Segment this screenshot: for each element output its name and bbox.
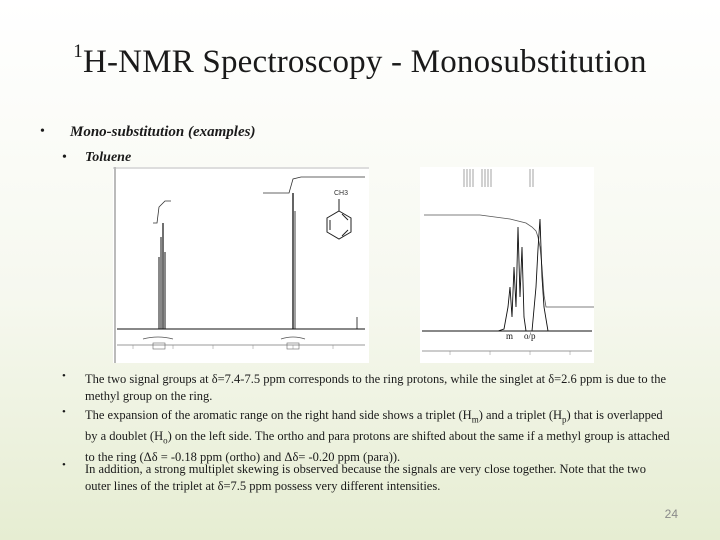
paragraph-signal-groups: The two signal groups at δ=7.4-7.5 ppm corresponds to the ring protons, while the singlet at δ=2.6 ppm is due to the methyl group on the ring.	[85, 372, 667, 403]
slide-title	[0, 41, 720, 81]
p2-text-a: The expansion of the aromatic range on the right hand side shows a triplet (H	[85, 408, 472, 422]
p2-text-b: ) and a triplet (H	[478, 408, 563, 422]
toluene-full-spectrum	[113, 167, 369, 363]
p2-text-d: ) on the left side. The ortho and para protons are shifted about the same if a methyl group is attached to the ring (Δδ = -0.18 ppm (ortho) and Δδ= -0.20 ppm (para)).	[85, 429, 670, 464]
bullet-dot: •	[62, 150, 67, 165]
bullet-dot: •	[40, 124, 45, 139]
bullet-toluene: Toluene	[85, 150, 132, 165]
title-text: H-NMR Spectroscopy - Monosubstitution	[82, 44, 647, 80]
peak-label-ortho-para: o/p	[524, 331, 536, 341]
p2-text-c: ) that is overlapped by a doublet (H	[85, 408, 663, 443]
bullet-dot: •	[62, 406, 66, 418]
full-spectrum-plot	[113, 167, 369, 363]
bullet-dot: •	[62, 370, 66, 382]
page-number: 24	[664, 507, 678, 521]
aromatic-expansion-spectrum	[420, 167, 594, 363]
p2-sub-o: o	[163, 435, 168, 446]
peak-label-meta: m	[506, 331, 514, 341]
paragraph-aromatic-expansion	[85, 407, 670, 466]
p2-sub-m: m	[471, 414, 479, 425]
bullet-dot: •	[62, 459, 66, 471]
toluene-structure-icon	[113, 167, 351, 363]
structure-label: CH3	[334, 190, 349, 197]
expansion-spectrum-plot	[420, 167, 594, 363]
title-superscript: 1	[73, 41, 83, 62]
paragraph-multiplet-skewing: In addition, a strong multiplet skewing is observed because the signals are very close together. Note that the two outer lines of the triplet at δ=7.5 ppm possess very different intensities.	[85, 462, 646, 493]
bullet-mono-substitution: Mono-substitution (examples)	[70, 124, 256, 140]
p2-sub-p: p	[562, 414, 567, 425]
